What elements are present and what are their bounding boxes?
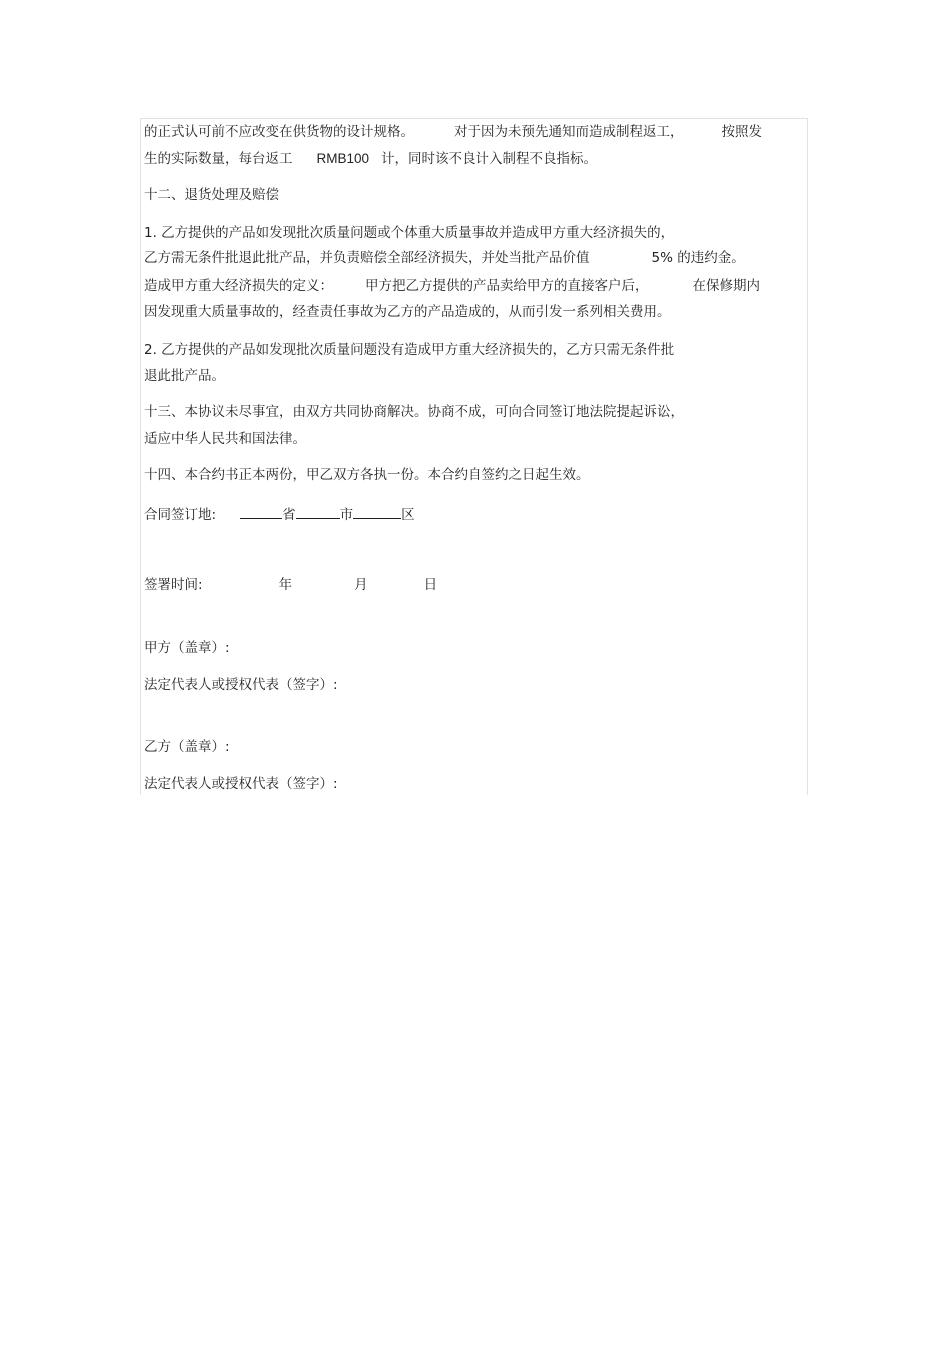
signing-place-line [144, 504, 415, 524]
continuation-line-1 [144, 123, 762, 141]
district-label: 区 [401, 507, 415, 523]
text: 甲方把乙方提供的产品卖给甲方的直接客户后， [365, 278, 649, 294]
text: 生的实际数量，每台返工 [144, 151, 293, 167]
district-blank[interactable] [353, 504, 401, 519]
text: 5% 的违约金。 [651, 250, 745, 266]
continuation-line-2 [144, 150, 597, 168]
signing-time-line [144, 576, 437, 594]
text: 在保修期内 [692, 278, 760, 294]
section-13-line-2: 适应中华人民共和国法律。 [144, 431, 306, 447]
text: 对于因为未预先通知而造成制程返工， [454, 124, 684, 140]
section-12-item-1-line-4: 因发现重大质量事故的，经查责任事故为乙方的产品造成的，从而引发一系列相关费用。 [144, 304, 671, 320]
section-13-line-1: 十三、本协议未尽事宜，由双方共同协商解决。协商不成，可向合同签订地法院提起诉讼， [144, 404, 684, 420]
day-label: 日 [423, 577, 438, 593]
party-b-seal: 乙方（盖章）: [144, 739, 230, 755]
city-label: 市 [339, 507, 354, 523]
year-label: 年 [278, 577, 293, 593]
province-label: 省 [282, 507, 296, 523]
province-blank[interactable] [240, 504, 282, 519]
section-12-heading: 十二、退货处理及赔偿 [144, 187, 279, 203]
section-12-item-2-line-2: 退此批产品。 [144, 368, 225, 384]
month-label: 月 [354, 577, 368, 593]
section-14-line-1: 十四、本合约书正本两份，甲乙双方各执一份。本合约自签约之日起生效。 [144, 467, 590, 483]
text: 计，同时该不良计入制程不良指标。 [381, 151, 598, 167]
text: RMB100 [316, 151, 370, 166]
section-12-item-2-line-1: 2. 乙方提供的产品如发现批次质量问题没有造成甲方重大经济损失的，乙方只需无条件批 [144, 342, 675, 358]
section-12-item-1-line-3 [144, 277, 760, 295]
text: 按照发 [721, 124, 762, 140]
section-12-item-1-line-1: 1. 乙方提供的产品如发现批次质量问题或个体重大质量事故并造成甲方重大经济损失的， [144, 225, 675, 241]
party-b-representative: 法定代表人或授权代表（签字）: [144, 776, 338, 792]
signing-time-label: 签署时间: [144, 577, 203, 593]
text: 乙方需无条件批退此批产品，并负责赔偿全部经济损失，并处当批产品价值 [144, 250, 590, 266]
text: 造成甲方重大经济损失的定义： [144, 278, 333, 294]
city-blank[interactable] [296, 504, 340, 519]
party-a-seal: 甲方（盖章）: [144, 640, 230, 656]
text: 的正式认可前不应改变在供货物的设计规格。 [144, 124, 414, 140]
section-12-item-1-line-2 [144, 249, 745, 267]
signing-place-label: 合同签订地: [144, 507, 217, 523]
party-a-representative: 法定代表人或授权代表（签字）: [144, 677, 338, 693]
